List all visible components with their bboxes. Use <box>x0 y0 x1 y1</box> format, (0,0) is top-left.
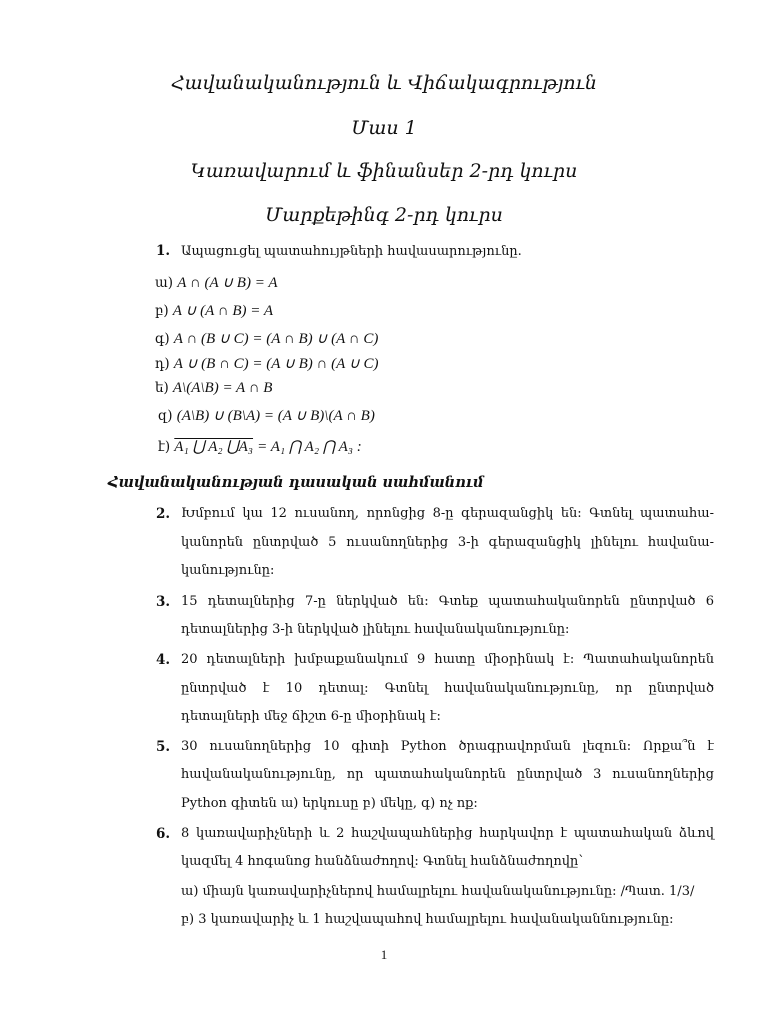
problem-line-wrap <box>181 506 714 521</box>
problem-number: 2. <box>156 506 171 522</box>
section-heading: Հավանականության դասական սահմանում <box>108 474 484 491</box>
item-label: գ) <box>155 331 170 347</box>
problem-text: Խմբում կա 12 ուսանող, որոնցից 8-ը գերազանցիկ են: Գտնել պատահա- <box>181 506 714 521</box>
problem-line-wrap <box>181 767 714 782</box>
problem-line-wrap <box>181 739 714 754</box>
problem-text: 8 կառավարիչների և 2 հաշվապահներից հարկավոր է պատահական ձևով <box>181 826 714 841</box>
formula-complement: A₁ ⋃ A₂ ⋃A₃ <box>174 439 254 455</box>
item-label: դ) <box>155 356 170 372</box>
problem-text: կազմել 4 հոգանոց հանձնաժողով: Գտնել հանձնաժողովը՝ <box>181 854 583 869</box>
formula-item <box>158 406 375 425</box>
formula-item <box>155 273 277 292</box>
problem-text: 15 դետալներից 7-ը ներկված են: Գտեք պատահականորեն ընտրված 6 <box>181 594 714 609</box>
formula: A ∩ (B ∪ C) = (A ∩ B) ∪ (A ∩ C) <box>173 331 379 347</box>
problem-text: 20 դետալների խմբաքանակում 9 հատը միօրինակ է: Պատահականորեն <box>181 652 714 667</box>
formula-item <box>155 380 272 397</box>
formula: A ∩ (A ∪ B) = A <box>177 275 278 291</box>
part-title: Մաս 1 <box>351 117 417 139</box>
problem-text: կանությունը: <box>181 563 275 578</box>
formula: (A\B) ∪ (B\A) = (A ∪ B)\(A ∩ B) <box>176 408 375 424</box>
problem-number: 5. <box>156 739 171 755</box>
problem-text: բ) 3 կառավարիչ և 1 հաշվապահով համալրելու հավանականնությունը: <box>181 912 674 927</box>
problem-text: դետալներից 3-ի ներկված լինելու հավանականությունը: <box>181 622 570 637</box>
page-number: 1 <box>380 947 388 962</box>
course-line-2: Մարքեթինգ 2-րդ կուրս <box>265 204 503 226</box>
problem-text: 30 ուսանողներից 10 գիտի Python ծրագրավորման լեզուն: Որքա՞ն է <box>181 739 714 754</box>
document-title: Հավանականություն և Վիճակագրություն <box>170 72 598 94</box>
formula: A\(A\B) = A ∩ B <box>172 380 273 396</box>
item-label: ե) <box>155 380 169 396</box>
problem-line-wrap <box>181 594 714 609</box>
course-line-1: Կառավարում և ֆինանսեր 2-րդ կուրս <box>190 160 578 182</box>
formula-item <box>155 329 378 348</box>
problem-line-wrap <box>181 535 714 550</box>
problem-number: 6. <box>156 826 171 842</box>
problem-number: 4. <box>156 652 171 668</box>
problem-text: Python գիտեն ա) երկուսը բ) մեկը, գ) ոչ ոք: <box>181 796 478 811</box>
formula-item <box>155 354 379 373</box>
problem-text: ա) միայն կառավարիչներով համալրելու հավանականությունը: /Պատ. 1/3/ <box>181 884 695 899</box>
problem-text: դետալների մեջ ճիշտ 6-ը միօրինակ է: <box>181 709 441 724</box>
problem-text: Ապացուցել պատահույթների հավասարությունը. <box>181 244 522 259</box>
problem-number: 3. <box>156 594 171 610</box>
problem-text: հավանականությունը, որ պատահականորեն ընտրված 3 ուսանողներից <box>181 767 714 782</box>
formula: A ∪ (B ∩ C) = (A ∪ B) ∩ (A ∪ C) <box>173 356 379 372</box>
problem-line-wrap <box>181 681 714 696</box>
item-label: է) <box>158 439 171 455</box>
problem-text: ընտրված է 10 դետալ: Գտնել հավանականությունը, որ ընտրված <box>181 681 714 696</box>
formula: A ∪ (A ∩ B) = A <box>172 303 274 319</box>
item-label: ա) <box>155 275 174 291</box>
formula: = A₁ ⋂ A₂ ⋂ A₃ : <box>257 439 362 455</box>
problem-line-wrap <box>181 652 714 667</box>
problem-line-wrap <box>181 826 714 841</box>
problem-number: 1. <box>156 243 171 259</box>
problem-text: կանորեն ընտրված 5 ուսանողներից 3-ի գերազանցիկ լինելու հավանա- <box>181 535 714 550</box>
item-label: բ) <box>155 303 169 319</box>
formula-item <box>155 301 273 320</box>
item-label: զ) <box>158 408 173 424</box>
formula-item <box>158 437 362 456</box>
